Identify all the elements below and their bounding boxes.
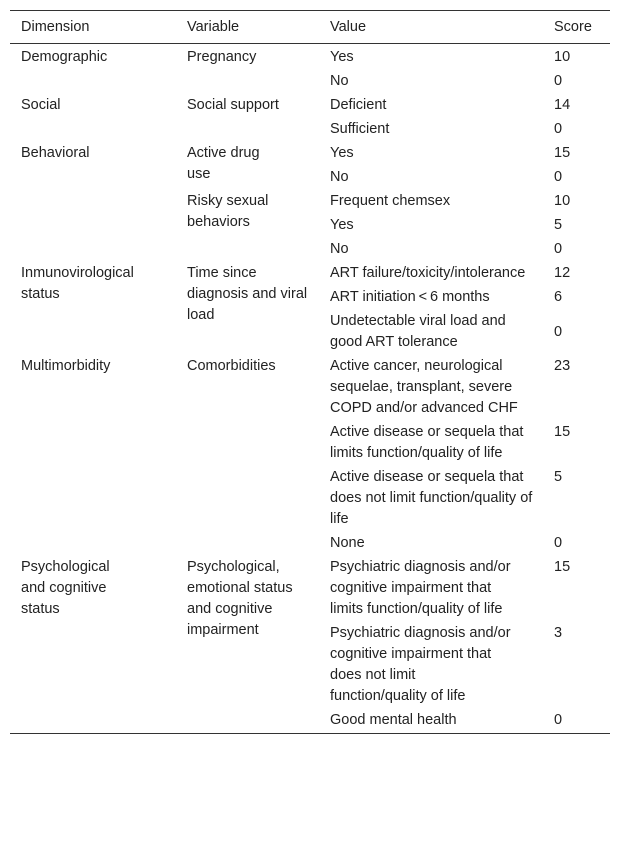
dimension-cell: Psychological and cognitive status — [21, 559, 110, 617]
dimension-cell: Social — [21, 97, 61, 113]
variable-cell: Risky sexual behaviors — [187, 193, 269, 230]
score-cell: 0 — [554, 121, 563, 137]
value-cell: Deficient — [330, 97, 387, 113]
score-cell: 0 — [554, 73, 563, 89]
score-cell: 0 — [554, 712, 563, 728]
header-dimension: Dimension — [21, 19, 90, 35]
score-cell: 15 — [554, 145, 571, 161]
table-row — [10, 262, 610, 286]
score-cell: 23 — [554, 358, 571, 374]
value-cell: Active cancer, neurological sequelae, transplant, severe COPD and/or advanced CHF — [330, 358, 518, 416]
score-cell: 5 — [554, 469, 563, 485]
score-cell: 14 — [554, 97, 571, 113]
value-cell: Active disease or sequela that limits function/quality of life — [330, 424, 524, 461]
value-cell: Yes — [330, 49, 354, 65]
table-row — [10, 142, 610, 166]
score-cell: 0 — [554, 241, 563, 257]
header-value: Value — [330, 19, 367, 35]
score-cell: 0 — [554, 169, 563, 185]
value-cell: No — [330, 73, 349, 89]
score-cell: 10 — [554, 193, 571, 209]
value-cell: Good mental health — [330, 712, 457, 728]
header-score: Score — [554, 19, 592, 35]
score-cell: 3 — [554, 625, 563, 641]
value-cell: Psychiatric diagnosis and/or cognitive impairment that does not limit function/quality of life — [330, 625, 511, 704]
value-cell: Yes — [330, 145, 354, 161]
variable-cell: Pregnancy — [187, 49, 257, 65]
variable-cell: Psychological, emotional status and cognitive impairment — [187, 559, 293, 638]
table-row — [10, 44, 610, 71]
value-cell: ART failure/toxicity/intolerance — [330, 265, 526, 281]
variable-cell: Comorbidities — [187, 358, 276, 374]
dimension-cell: Demographic — [21, 49, 108, 65]
score-cell: 6 — [554, 289, 563, 305]
dimension-cell: Behavioral — [21, 145, 90, 161]
variable-cell: Active drug use — [187, 145, 260, 182]
variable-cell: Time since diagnosis and viral load — [187, 265, 308, 323]
score-cell: 15 — [554, 424, 571, 440]
score-cell: 10 — [554, 49, 571, 65]
score-table — [10, 10, 610, 734]
score-cell: 15 — [554, 559, 571, 575]
score-cell: 0 — [554, 323, 563, 340]
value-cell: ART initiation < 6 months — [330, 289, 490, 305]
table-row — [10, 94, 610, 118]
score-cell: 12 — [554, 265, 571, 281]
value-cell: Active disease or sequela that does not limit function/quality of life — [330, 469, 533, 527]
value-cell: Undetectable viral load and good ART tolerance — [330, 313, 506, 350]
variable-cell: Social support — [187, 97, 279, 113]
dimension-cell: Inmunovirological status — [21, 265, 134, 302]
value-cell: Frequent chemsex — [330, 193, 451, 209]
header-variable: Variable — [187, 19, 240, 35]
score-cell: 0 — [554, 535, 563, 551]
value-cell: No — [330, 169, 349, 185]
value-cell: Yes — [330, 217, 354, 233]
value-cell: None — [330, 535, 365, 551]
value-cell: No — [330, 241, 349, 257]
value-cell: Sufficient — [330, 121, 390, 137]
score-cell: 5 — [554, 217, 563, 233]
value-cell: Psychiatric diagnosis and/or cognitive impairment that limits function/quality of life — [330, 559, 511, 617]
dimension-cell: Multimorbidity — [21, 358, 111, 374]
table-row — [10, 556, 610, 622]
header-row — [10, 11, 610, 44]
table-row — [10, 355, 610, 421]
